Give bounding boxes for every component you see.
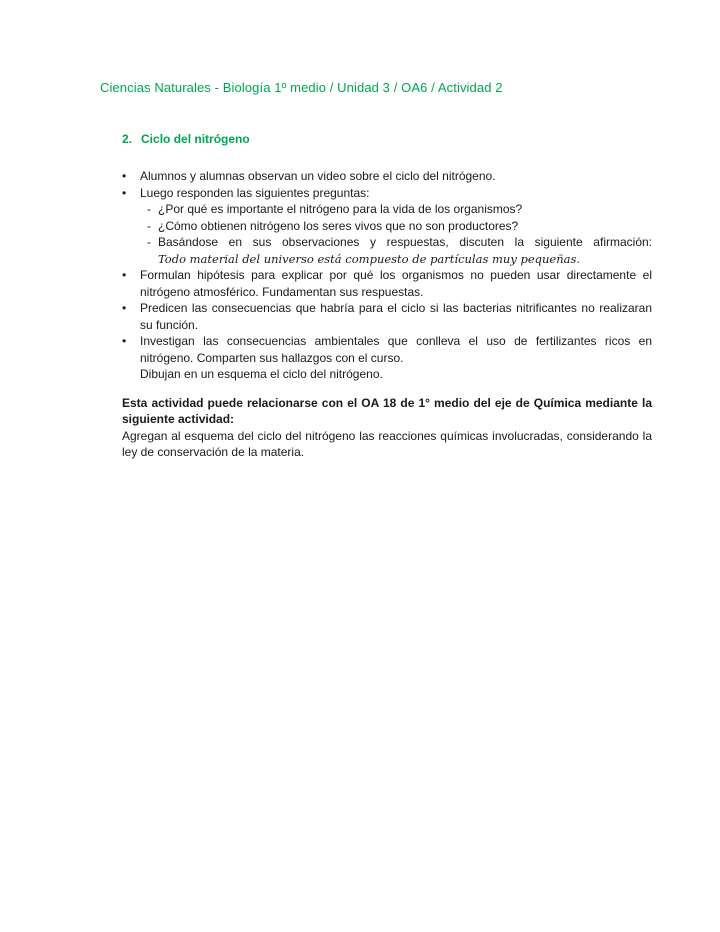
list-item [122, 300, 652, 333]
sub-list-item-text: Basándose en sus observaciones y respuestas, discuten la siguiente afirmación: [158, 235, 652, 249]
list-item-body [140, 185, 652, 268]
dash-marker: - [147, 235, 151, 249]
sub-list-item-body [158, 234, 652, 267]
list-item [122, 168, 652, 185]
sub-list-item [147, 234, 652, 267]
document-content [122, 132, 652, 461]
sub-list-item-text: ¿Cómo obtienen nitrógeno los seres vivos que no son productores? [158, 218, 519, 233]
related-activity-note: Esta actividad puede relacionarse con el OA 18 de 1° medio del eje de Química mediante la siguiente actividad: [122, 395, 652, 426]
list-item-text: Alumnos y alumnas observan un video sobre el ciclo del nitrógeno. [140, 169, 496, 183]
list-item-text: Formulan hipótesis para explicar por qué los organismos no pueden usar directamente el nitrógeno atmosférico. Fundamentan sus respuestas. [140, 268, 652, 299]
list-item [122, 333, 652, 366]
related-activity-text: Agregan al esquema del ciclo del nitrógeno las reacciones químicas involucradas, considerando la ley de conservación de la materia. [122, 428, 652, 459]
list-item-text: Predicen las consecuencias que habría para el ciclo si las bacterias nitrificantes no realizaran su función. [140, 301, 652, 332]
sub-list-item-text: ¿Por qué es importante el nitrógeno para la vida de los organismos? [158, 202, 523, 216]
dash-marker: - [147, 202, 151, 216]
list-item [122, 185, 652, 268]
dash-marker: - [147, 218, 151, 233]
bullet-marker: • [122, 185, 127, 200]
sub-list-item [147, 201, 652, 218]
sub-list-item [147, 218, 652, 235]
bullet-marker: • [122, 169, 127, 183]
bullet-marker: • [122, 334, 127, 348]
quote-text: Todo material del universo está compuesto de partículas muy pequeñas. [158, 251, 581, 266]
list-item-text: Luego responden las siguientes preguntas: [140, 185, 370, 200]
list-item-text: Investigan las consecuencias ambientales que conlleva el uso de fertilizantes ricos en nitrógeno. Comparten sus hallazgos con el curso. [140, 334, 652, 365]
bullet-marker: • [122, 268, 127, 282]
section-heading [122, 132, 652, 146]
bullet-marker: • [122, 301, 127, 315]
closing-line: Dibujan en un esquema el ciclo del nitrógeno. [140, 367, 383, 381]
activity-list [122, 168, 652, 383]
list-item [122, 267, 652, 300]
breadcrumb: Ciencias Naturales - Biología 1º medio / Unidad 3 / OA6 / Actividad 2 [100, 80, 503, 95]
section-title: Ciclo del nitrógeno [141, 132, 250, 146]
section-number: 2. [122, 132, 133, 146]
